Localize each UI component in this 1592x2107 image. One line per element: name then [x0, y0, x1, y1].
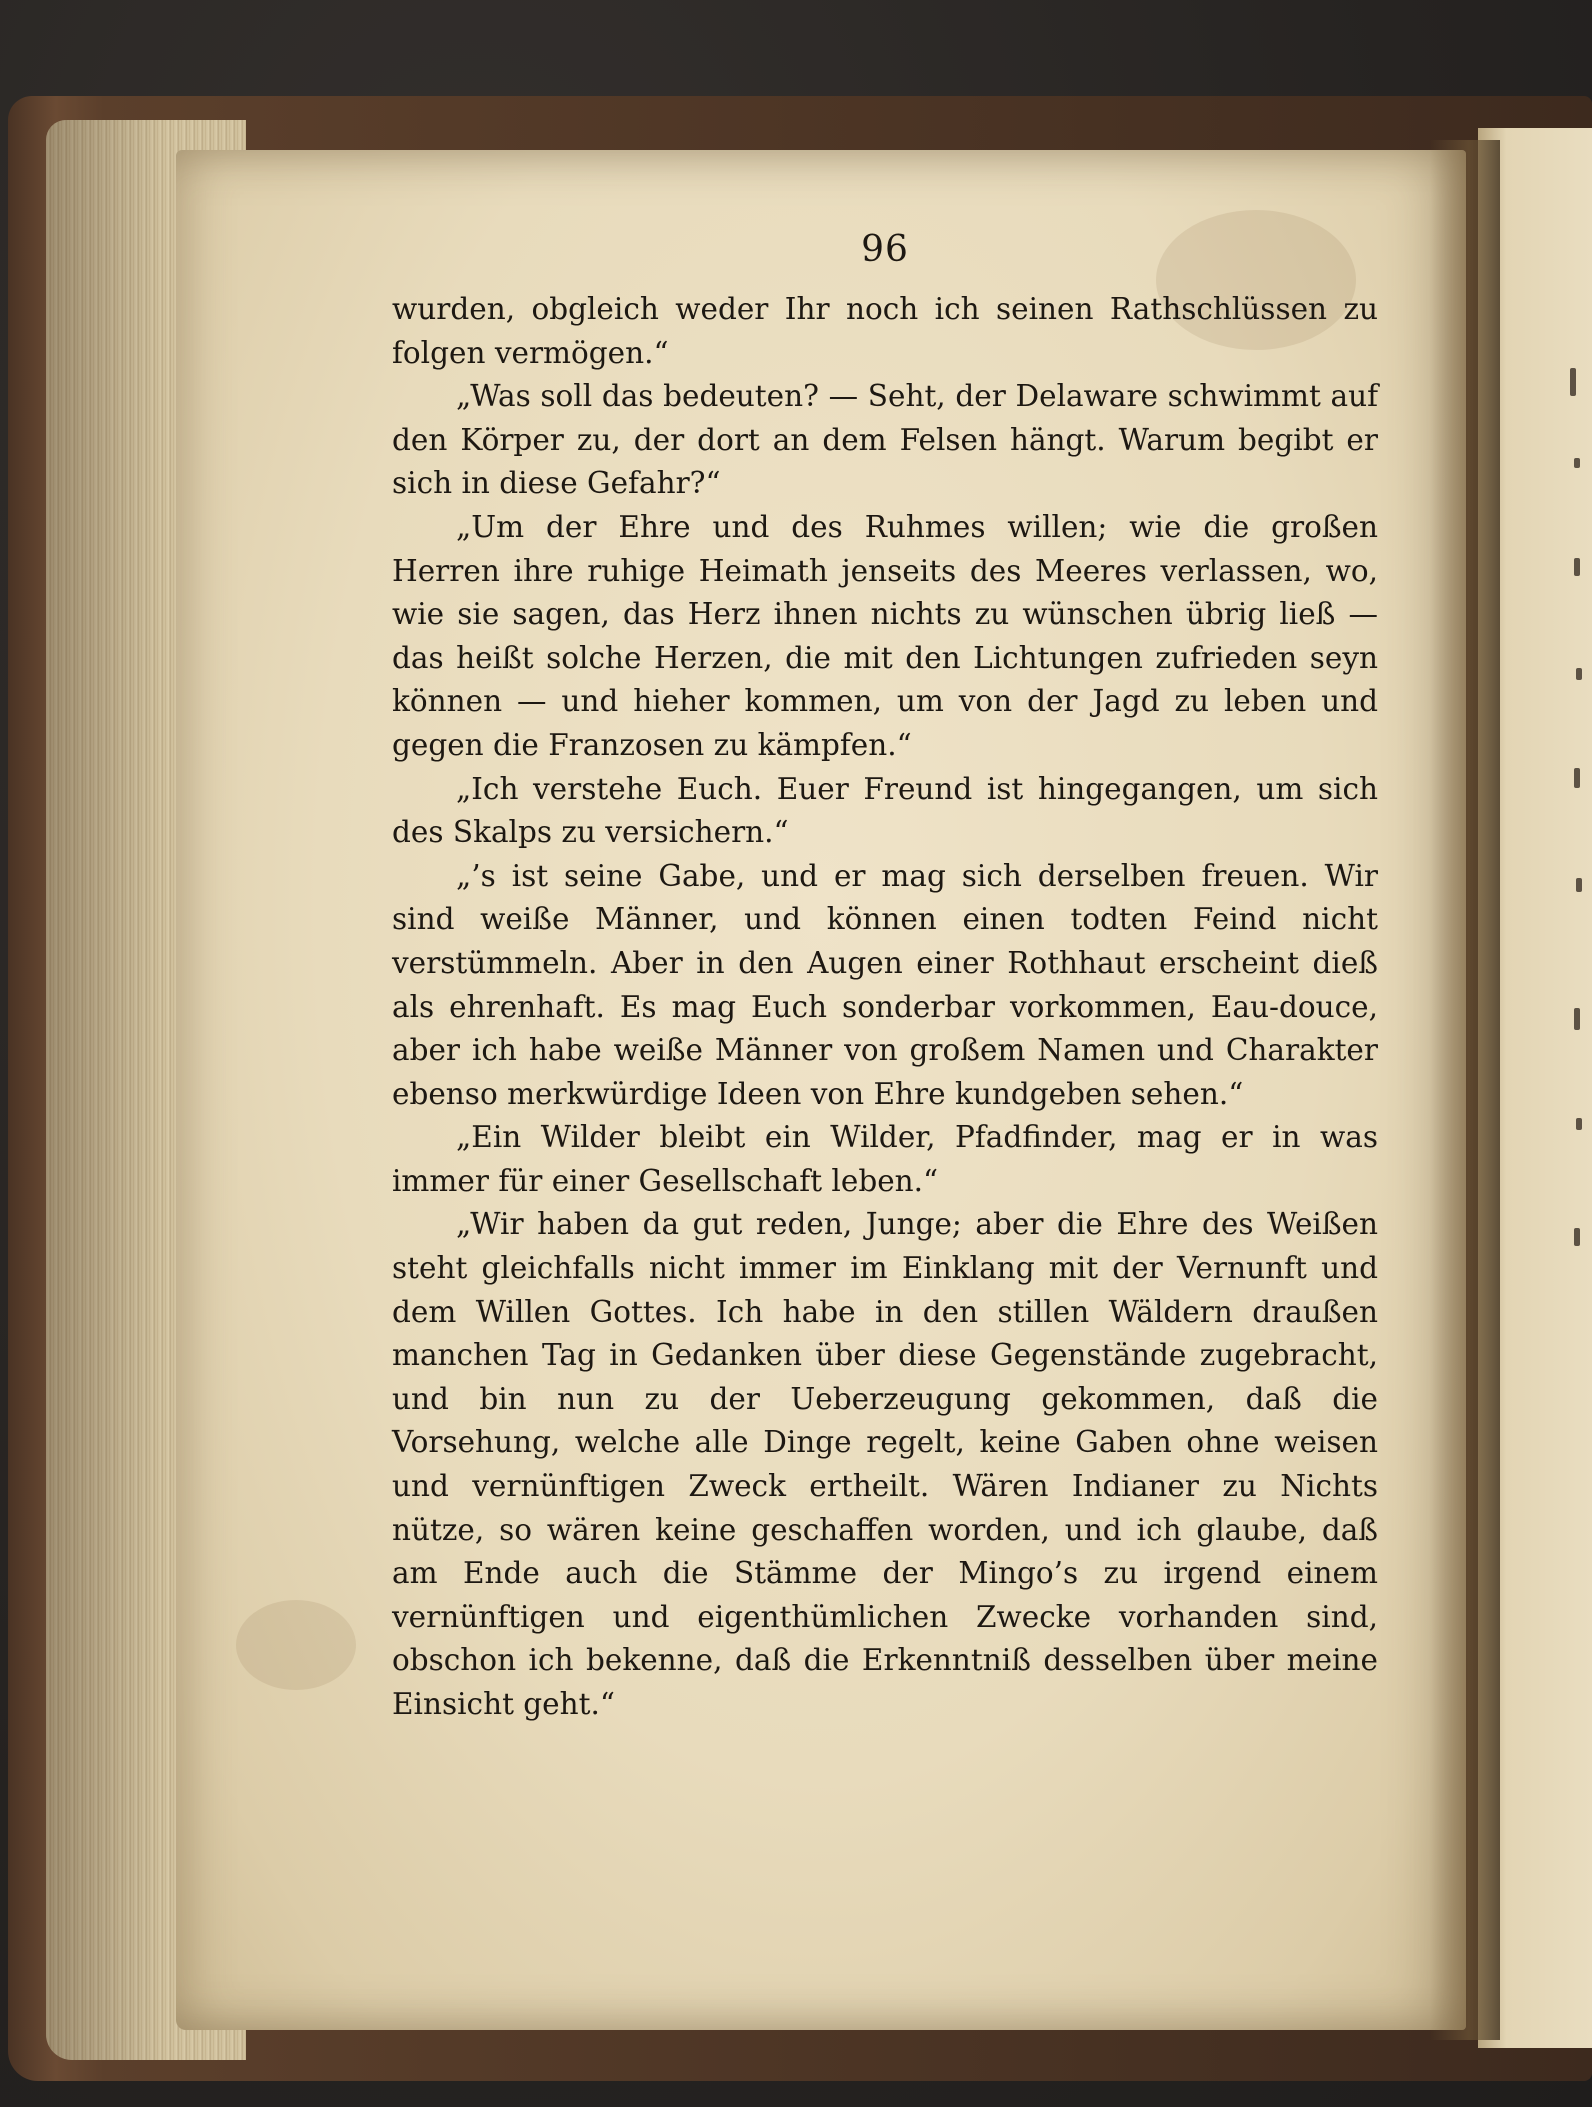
paragraph: wurden, obgleich weder Ihr noch ich seinen Rathschlüssen zu folgen vermögen.“ — [392, 292, 1378, 370]
paragraph: „’s ist seine Gabe, und er mag sich derselben freuen. Wir sind weiße Männer, und können einen todten Feind nicht verstümmeln. Aber in den Augen einer Rothhaut erscheint dieß als ehrenhaft. Es mag Euch sonderbar vorkommen, Eau-douce, aber ich habe weiße Männer von großem Namen und Charakter ebenso merkwürdige Ideen von Ehre kundgeben sehen.“ — [392, 858, 1378, 1111]
paragraph: „Um der Ehre und des Ruhmes willen; wie die großen Herren ihre ruhige Heimath jenseits des Meeres verlassen, wo, wie sie sagen, das Herz ihnen nichts zu wünschen übrig ließ — das heißt solche Herzen, die mit den Lichtungen zufrieden seyn können — und hieher kommen, um von der Jagd zu leben und gegen die Franzosen zu kämpfen.“ — [392, 509, 1378, 762]
paragraph: „Ein Wilder bleibt ein Wilder, Pfadfinder, mag er in was immer für einer Gesellschaft leben.“ — [392, 1120, 1378, 1198]
paper-stain — [236, 1600, 356, 1690]
page-number: 96 — [861, 229, 909, 270]
spine-gutter — [1430, 140, 1500, 2040]
text-block — [392, 230, 1378, 1727]
paragraph: „Was soll das bedeuten? — Seht, der Delaware schwimmt auf den Körper zu, der dort an dem Felsen hängt. Warum begibt er sich in diese Gefahr?“ — [392, 379, 1378, 501]
paragraph: „Wir haben da gut reden, Junge; aber die Ehre des Weißen steht gleichfalls nicht immer im Einklang mit der Vernunft und dem Willen Gottes. Ich habe in den stillen Wäldern draußen manchen Tag in Gedanken über diese Gegenstände zugebracht, und bin nun zu der Ueberzeugung gekommen, daß die Vorsehung, welche alle Dinge regelt, keine Gaben ohne weisen und vernünftigen Zweck ertheilt. Wären Indianer zu Nichts nütze, so wären keine geschaffen worden, und ich glaube, daß am Ende auch die Stämme der Mingo’s zu irgend einem vernünftigen und eigenthümlichen Zwecke vorhanden sind, obschon ich bekenne, daß die Erkenntniß desselben über meine Einsicht geht.“ — [392, 1207, 1378, 1721]
paragraph: „Ich verstehe Euch. Euer Freund ist hingegangen, um sich des Skalps zu versichern.“ — [392, 771, 1378, 850]
